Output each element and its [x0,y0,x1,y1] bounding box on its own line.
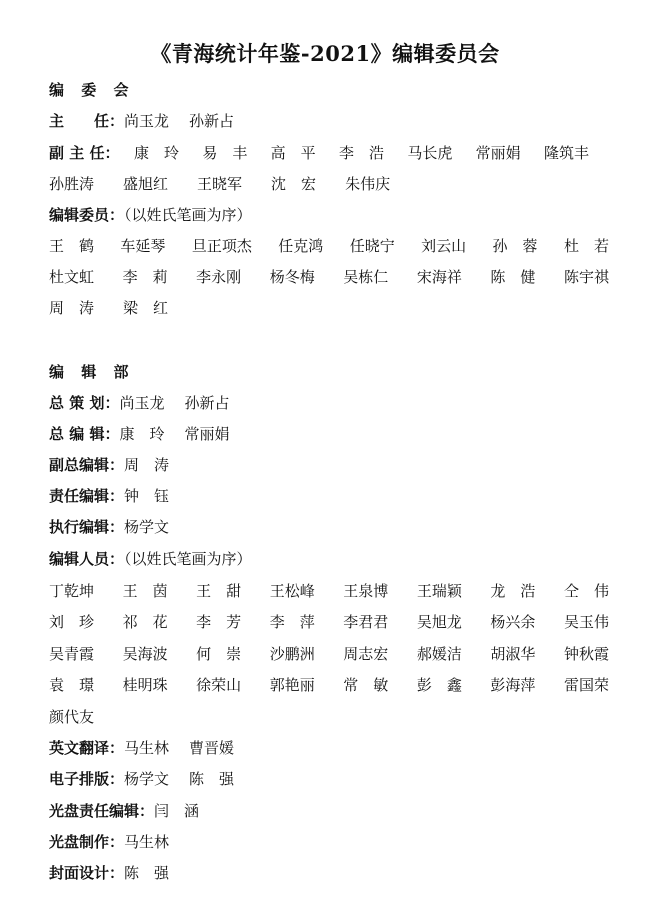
editorial-staff-name: 吴青霞 [49,645,95,663]
editorial-staff-name: 沙鹏洲 [269,645,315,663]
committee-member-name: 梁 红 [123,299,169,317]
committee-member-name: 周 涛 [49,299,95,317]
committee-member-name: 旦正项杰 [191,237,252,255]
editorial-heading: 编 辑 部 [49,363,135,381]
committee-members-label: 编辑委员： [49,206,125,224]
editorial-staff-name: 钟秋霞 [563,645,609,663]
committee-deputy-name: 易 丰 [202,144,248,162]
editorial-staff-name: 胡淑华 [490,645,536,663]
committee-deputy-name: 盛旭红 [123,175,169,193]
editorial-disc-editor-label: 光盘责任编辑： [49,802,155,820]
editorial-staff-name: 彭 鑫 [416,676,462,694]
editorial-executive-name: 杨学文 [124,518,170,536]
committee-member-name: 车延琴 [120,237,166,255]
editorial-staff-name: 吴旭龙 [416,613,462,631]
editorial-staff-note: （以姓氏笔画为序） [124,550,252,568]
editorial-staff-name: 丁乾坤 [49,582,95,600]
editorial-staff-row [49,581,609,601]
editorial-typesetting-name: 杨学文 [124,770,170,788]
editorial-staff-name: 吴玉伟 [563,613,609,631]
committee-deputy-row [49,174,609,194]
committee-deputy-name: 孙胜涛 [49,175,95,193]
editorial-staff-name: 桂明珠 [122,676,168,694]
editorial-disc-production-line [49,832,169,852]
committee-deputy-name: 王晓军 [197,175,243,193]
committee-deputy-name: 常丽娟 [475,144,521,162]
committee-member-name: 杜 若 [563,237,609,255]
editorial-responsible-line [49,486,169,506]
editorial-staff-name: 祁 花 [122,613,168,631]
committee-deputy-name: 马长虎 [407,144,453,162]
committee-members-row [49,267,609,287]
committee-member-name: 刘云山 [421,237,467,255]
editorial-staff-name: 常 敏 [343,676,389,694]
editorial-staff-name: 李 芳 [196,613,242,631]
committee-member-name: 任晓宁 [349,237,395,255]
editorial-translation-name: 曹晋媛 [189,739,235,757]
editorial-staff-name: 杨兴余 [490,613,536,631]
committee-heading: 编 委 会 [49,81,135,99]
editorial-staff-name: 颜代友 [49,708,95,726]
editorial-chief-editor-label: 总 编 辑： [49,425,120,443]
editorial-staff-row [49,612,609,632]
committee-member-name: 孙 蓉 [492,237,538,255]
editorial-staff-row [49,707,609,727]
committee-chief-label: 主 任： [49,112,125,130]
editorial-deputy-editor-label: 副总编辑： [49,456,125,474]
committee-members-row [49,236,609,256]
committee-deputy-name: 隆筑丰 [543,144,589,162]
committee-member-name: 宋海祥 [416,268,462,286]
editorial-staff-name: 彭海萍 [490,676,536,694]
committee-members-line [49,205,252,225]
editorial-planner-line [49,393,229,413]
committee-chief-name: 孙新占 [189,112,235,130]
committee-chief-line [49,111,234,131]
committee-member-name: 任克鸿 [278,237,324,255]
editorial-chief-editor-name: 常丽娟 [184,425,230,443]
editorial-staff-name: 王泉博 [343,582,389,600]
editorial-responsible-label: 责任编辑： [49,487,125,505]
editorial-planner-name: 孙新占 [184,394,230,412]
editorial-responsible-name: 钟 钰 [124,487,170,505]
committee-deputy-name: 沈 宏 [271,175,317,193]
editorial-cover-label: 封面设计： [49,864,125,882]
editorial-cover-name: 陈 强 [124,864,170,882]
editorial-typesetting-label: 电子排版： [49,770,125,788]
editorial-staff-name: 李 萍 [269,613,315,631]
editorial-staff-name: 何 崇 [196,645,242,663]
editorial-staff-name: 徐荣山 [196,676,242,694]
committee-deputy-name: 高 平 [270,144,316,162]
editorial-cover-line [49,863,169,883]
editorial-staff-name: 龙 浩 [490,582,536,600]
editorial-staff-name: 王瑞颖 [416,582,462,600]
committee-member-name: 杜文虹 [49,268,95,286]
committee-deputy-name: 朱伟庆 [345,175,391,193]
committee-deputy-row [134,143,589,163]
editorial-disc-production-label: 光盘制作： [49,833,125,851]
editorial-chief-editor-name: 康 玲 [119,425,165,443]
editorial-staff-name: 王松峰 [269,582,315,600]
editorial-staff-name: 吴海波 [122,645,168,663]
editorial-planner-label: 总 策 划： [49,394,120,412]
editorial-staff-name: 袁 璟 [49,676,95,694]
editorial-staff-label: 编辑人员： [49,550,125,568]
editorial-translation-label: 英文翻译： [49,739,125,757]
editorial-staff-name: 刘 珍 [49,613,95,631]
editorial-typesetting-name: 陈 强 [189,770,235,788]
committee-members-row [49,298,609,318]
editorial-deputy-editor-line [49,455,169,475]
editorial-disc-production-name: 马生林 [124,833,170,851]
committee-chief-name: 尚玉龙 [124,112,170,130]
committee-deputy-name: 李 浩 [338,144,384,162]
editorial-staff-name: 周志宏 [343,645,389,663]
editorial-staff-row [49,644,609,664]
editorial-typesetting-line [49,769,234,789]
editorial-staff-name: 王 甜 [196,582,242,600]
committee-member-name: 李 莉 [122,268,168,286]
committee-deputy-label: 副 主 任： [49,144,120,162]
editorial-staff-name: 仝 伟 [563,582,609,600]
editorial-staff-name: 李君君 [343,613,389,631]
committee-member-name: 陈宇祺 [563,268,609,286]
editorial-staff-name: 郭艳丽 [269,676,315,694]
editorial-translation-line [49,738,234,758]
committee-member-name: 吴栋仁 [343,268,389,286]
editorial-disc-editor-name: 闫 涵 [154,802,200,820]
editorial-staff-line [49,549,252,569]
committee-member-name: 陈 健 [490,268,536,286]
committee-deputy-line [49,143,119,163]
editorial-staff-name: 郝媛洁 [416,645,462,663]
editorial-disc-editor-line [49,801,199,821]
editorial-executive-line [49,517,169,537]
editorial-staff-name: 王 茵 [122,582,168,600]
committee-member-name: 王 鹤 [49,237,95,255]
editorial-chief-editor-line [49,424,229,444]
editorial-staff-row [49,675,609,695]
committee-members-note: （以姓氏笔画为序） [124,206,252,224]
editorial-staff-name: 雷国荣 [563,676,609,694]
page-title: 《青海统计年鉴-2021》编辑委员会 [150,41,500,66]
editorial-deputy-editor-name: 周 涛 [124,456,170,474]
committee-member-name: 杨冬梅 [269,268,315,286]
editorial-planner-name: 尚玉龙 [119,394,165,412]
editorial-translation-name: 马生林 [124,739,170,757]
committee-member-name: 李永刚 [196,268,242,286]
committee-deputy-name: 康 玲 [134,144,180,162]
editorial-executive-label: 执行编辑： [49,518,125,536]
